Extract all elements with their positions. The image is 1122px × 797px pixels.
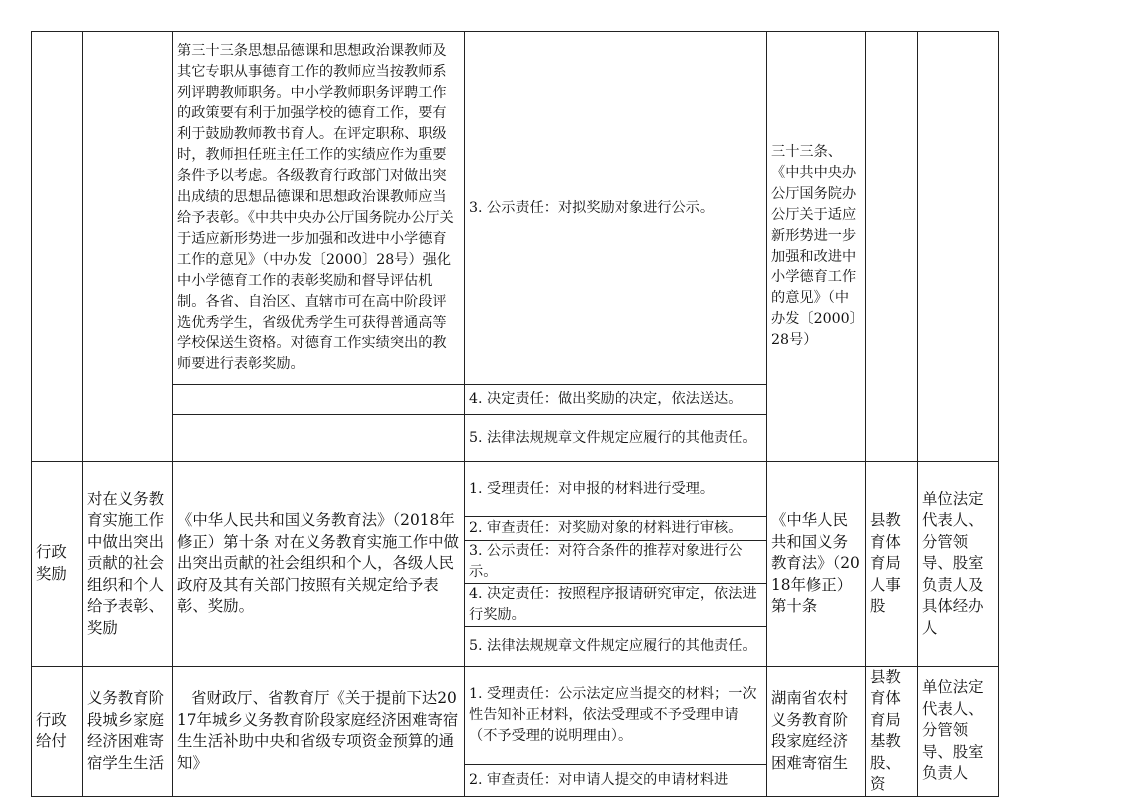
department-name: 县教育体育局人事股 <box>866 462 918 667</box>
responsibility-other: 5. 法律法规规章文件规定应履行的其他责任。 <box>465 415 767 462</box>
responsibility-publicity: 3. 公示责任：对符合条件的推荐对象进行公示。 <box>465 541 767 584</box>
responsibility-publicity: 3. 公示责任：对拟奖励对象进行公示。 <box>465 32 767 385</box>
responsibility-accept: 1. 受理责任：对申报的材料进行受理。 <box>465 462 767 517</box>
legal-basis-text: 《中华人民共和国义务教育法》（2018年修正）第十条 对在义务教育实施工作中做出突出贡献的社会组织和个人，各级人民政府及其有关部门按照有关规定给予表彰、奖励。 <box>173 462 465 667</box>
responsibility-decision: 4. 决定责任：按照程序报请研究审定，依法进行奖励。 <box>465 583 767 626</box>
responsibility-table <box>31 31 999 797</box>
category-cell <box>32 32 83 462</box>
empty-basis-cell <box>173 385 465 415</box>
legal-basis-text: 第三十三条思想品德课和思想政治课教师及其它专职从事德育工作的教师应当按教师系列评聘教师职务。中小学教师职务评聘工作的政策要有利于加强学校的德育工作，要有利于鼓励教师教书育人。在评定职称、职级时，教师担任班主任工作的实绩应作为重要条件予以考虑。各级教育行政部门对做出突出成绩的思想品德课和思想政治课教师应当给予表彰。《中共中央办公厅国务院办公厅关于适应新形势进一步加强和改进中小学德育工作的意见》（中办发〔2000〕28号）强化中小学德育工作的表彰奖励和督导评估机制。各省、自治区、直辖市可在高中阶段评选优秀学生，省级优秀学生可获得普通高等学校保送生资格。对德育工作实绩突出的教师要进行表彰奖励。 <box>173 32 465 385</box>
legal-reference: 《中华人民共和国义务教育法》（2018年修正）第十条 <box>767 462 866 667</box>
responsibility-accept: 1. 受理责任：公示法定应当提交的材料；一次性告知补正材料，依法受理或不予受理申请（不予受理的说明理由）。 <box>465 666 767 764</box>
legal-basis-text <box>173 666 465 796</box>
table-row <box>32 32 999 385</box>
category-label: 行政奖励 <box>32 462 83 667</box>
person-cell <box>918 32 999 462</box>
responsibility-review: 2. 审查责任：对申请人提交的申请材料进 <box>465 764 767 796</box>
responsibility-decision: 4. 决定责任：做出奖励的决定，依法送达。 <box>465 385 767 415</box>
legal-reference: 湖南省农村义务教育阶段家庭经济困难寄宿生 <box>767 666 866 796</box>
item-name: 对在义务教育实施工作中做出突出贡献的社会组织和个人给予表彰、奖励 <box>83 462 173 667</box>
responsibility-other: 5. 法律法规规章文件规定应履行的其他责任。 <box>465 626 767 666</box>
table-row <box>32 462 999 517</box>
legal-reference: 三十三条、《中共中央办公厅国务院办公厅关于适应新形势进一步加强和改进中小学德育工作的意见》（中办发〔2000〕28号） <box>767 32 866 462</box>
item-cell <box>83 32 173 462</box>
table-row <box>32 666 999 764</box>
empty-basis-cell <box>173 415 465 462</box>
responsible-person: 单位法定代表人、分管领导、股室负责人及具体经办人 <box>918 462 999 667</box>
item-name: 义务教育阶段城乡家庭经济困难寄宿学生生活 <box>83 666 173 796</box>
category-label: 行政给付 <box>32 666 83 796</box>
department-name: 县教育体育局基教股、资 <box>866 666 918 796</box>
responsible-person: 单位法定代表人、分管领导、股室负责人 <box>918 666 999 796</box>
legal-basis-body: 省财政厅、省教育厅《关于提前下达2017年城乡义务教育阶段家庭经济困难寄宿生生活补助中央和省级专项资金预算的通知》 <box>177 689 459 772</box>
department-cell <box>866 32 918 462</box>
responsibility-review: 2. 审查责任：对奖励对象的材料进行审核。 <box>465 517 767 541</box>
